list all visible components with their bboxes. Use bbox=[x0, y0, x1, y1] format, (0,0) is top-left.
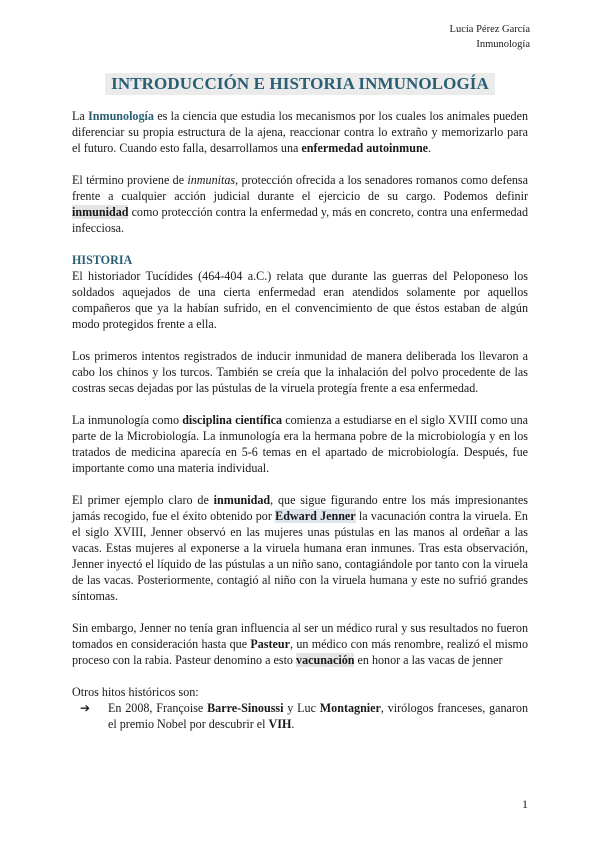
term-inmunitas: inmunitas bbox=[187, 173, 236, 187]
text-run: La inmunología como bbox=[72, 413, 183, 427]
title-container bbox=[0, 73, 600, 95]
page-number: 1 bbox=[522, 797, 528, 811]
header-subject: Inmunología bbox=[476, 39, 530, 50]
text-run: , que sigue figurando entre los más impresionantes jamás recogido, fue el éxito obtenido por bbox=[72, 493, 528, 523]
text-run: , protección ofrecida a los senadores romanos como defensa frente a cualquier acción judicial durante el ejercicio de su cargo. Podemos definir bbox=[72, 173, 528, 203]
document-body bbox=[72, 108, 528, 732]
text-run: y Luc bbox=[283, 701, 320, 715]
text-run: la vacunación contra la viruela. En el siglo XVIII, Jenner observó en las mujeres unas pústulas en las manos al ordeñar a las vacas. Estas mujeres al exponerse a la viruela humana eran inmunes. Tras esta observación, Jenner inyectó el líquido de las pústulas a un niño sano, contagiándole por tanto con la viruela de las vacas. Posteriormente, contagió al niño con la viruela humana y este no sufrió grandes síntomas. bbox=[72, 509, 528, 603]
paragraph-disciplina bbox=[72, 412, 528, 476]
term-barre-sinoussi: Barre-Sinoussi bbox=[207, 701, 284, 715]
bullet-item-vih bbox=[72, 700, 528, 732]
term-enfermedad-autoinmune: enfermedad autoinmune bbox=[301, 141, 429, 155]
paragraph-pasteur bbox=[72, 620, 528, 668]
paragraph-definition bbox=[72, 108, 528, 156]
arrow-right-icon: ➔ bbox=[80, 701, 91, 715]
paragraph-tucidides: El historiador Tucídides (464-404 a.C.) relata que durante las guerras del Peloponeso los soldados aquejados de una cierta enfermedad eran atendidos solamente por aquellos compañeros que ya la habían sufrido, en el convencimiento de que éstos estaban de algún modo protegidos frente a ella. bbox=[72, 269, 528, 331]
term-montagnier: Montagnier bbox=[319, 701, 381, 715]
term-inmunidad-2: inmunidad bbox=[213, 493, 271, 507]
text-run: Sin embargo, Jenner no tenía gran influencia al ser un médico rural y sus resultados no fueron tomados en consideración hasta que bbox=[72, 621, 528, 651]
term-vih: VIH bbox=[268, 717, 292, 731]
term-edward-jenner: Edward Jenner bbox=[275, 509, 356, 523]
text-run: El término proviene de bbox=[72, 173, 188, 187]
term-inmunidad: inmunidad bbox=[72, 205, 129, 219]
text-run: . bbox=[428, 141, 432, 155]
paragraph-otros-hitos: Otros hitos históricos son: bbox=[72, 685, 199, 699]
text-run: como protección contra la enfermedad y, más en concreto, contra una enfermedad infecciosa. bbox=[72, 205, 528, 235]
term-vacunacion: vacunación bbox=[296, 653, 355, 667]
text-run: La bbox=[72, 109, 89, 123]
header-author: Lucía Pérez García bbox=[449, 24, 530, 35]
text-run: es la ciencia que estudia los mecanismos por los cuales los animales pueden diferenciar su propia estructura de la ajena, reaccionar contra lo extraño y memorizarlo para el futuro. Cuando esto falla, desarrollamos una bbox=[72, 109, 528, 155]
text-run: El primer ejemplo claro de bbox=[72, 493, 214, 507]
text-run: . bbox=[291, 717, 295, 731]
term-inmunologia: Inmunología bbox=[88, 109, 154, 123]
paragraph-etymology bbox=[72, 172, 528, 236]
term-pasteur: Pasteur bbox=[250, 637, 291, 651]
term-disciplina-cientifica: disciplina científica bbox=[182, 413, 283, 427]
section-title-historia: HISTORIA bbox=[72, 253, 133, 267]
text-run: , virólogos franceses, ganaron el premio Nobel por descubrir el bbox=[108, 701, 529, 731]
text-run: en honor a las vacas de jenner bbox=[354, 653, 503, 667]
paragraph-jenner bbox=[72, 492, 528, 604]
document-title: INTRODUCCIÓN E HISTORIA INMUNOLOGÍA bbox=[105, 73, 495, 95]
page-header bbox=[450, 22, 530, 52]
text-run: , un médico con más renombre, realizó el mismo proceso con la rabia. Pasteur denomino a esto bbox=[72, 637, 528, 667]
text-run: En 2008, Françoise bbox=[108, 701, 208, 715]
paragraph-chinos-turcos: Los primeros intentos registrados de inducir inmunidad de manera deliberada los llevaron a cabo los chinos y los turcos. También se creía que la inhalación del polvo procedente de las costras secas dejadas por las pústulas de la viruela protegía frente a esa enfermedad. bbox=[72, 349, 528, 395]
text-run: comienza a estudiarse en el siglo XVIII como una parte de la Microbiología. La inmunología era la hermana pobre de la microbiología y en los tratados de medicina aparecía en 5-6 temas en el apartado de microbiología. Después, fue importante como una materia individual. bbox=[72, 413, 529, 475]
